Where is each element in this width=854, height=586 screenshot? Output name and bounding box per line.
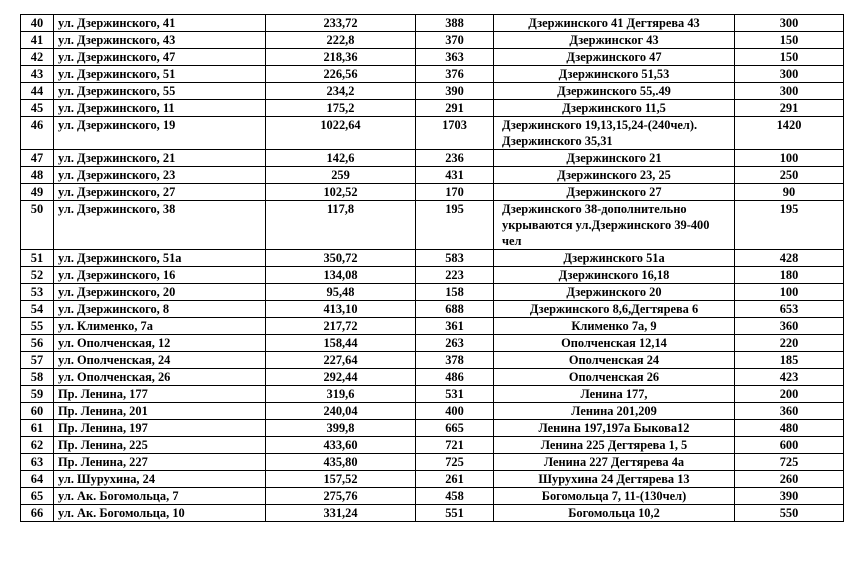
area-cell: 292,44 [266,369,416,386]
area-cell: 399,8 [266,420,416,437]
people-cell: 665 [416,420,494,437]
people-cell: 688 [416,301,494,318]
area-cell: 217,72 [266,318,416,335]
capacity-cell: 390 [735,488,844,505]
address-cell: ул. Дзержинского, 43 [54,32,266,49]
area-cell: 102,52 [266,184,416,201]
address-cell: ул. Дзержинского, 8 [54,301,266,318]
address-cell: ул. Дзержинского, 51а [54,250,266,267]
area-cell: 233,72 [266,15,416,32]
shelter-cell: Дзержинского 51,53 [494,66,735,83]
row-number: 54 [21,301,54,318]
area-cell: 95,48 [266,284,416,301]
area-cell: 227,64 [266,352,416,369]
capacity-cell: 100 [735,150,844,167]
table-row [21,150,844,167]
shelter-cell: Богомольца 10,2 [494,505,735,522]
row-number: 58 [21,369,54,386]
people-cell: 376 [416,66,494,83]
row-number: 48 [21,167,54,184]
capacity-cell: 600 [735,437,844,454]
people-cell: 261 [416,471,494,488]
row-number: 64 [21,471,54,488]
people-cell: 551 [416,505,494,522]
address-cell: ул. Ак. Богомольца, 7 [54,488,266,505]
table-row [21,488,844,505]
shelter-cell: Ополченская 24 [494,352,735,369]
capacity-cell: 550 [735,505,844,522]
capacity-cell: 725 [735,454,844,471]
row-number: 60 [21,403,54,420]
address-cell: Пр. Ленина, 197 [54,420,266,437]
table-row [21,386,844,403]
area-cell: 134,08 [266,267,416,284]
people-cell: 721 [416,437,494,454]
people-cell: 390 [416,83,494,100]
shelter-cell: Ленина 197,197а Быкова12 [494,420,735,437]
capacity-cell: 300 [735,15,844,32]
area-cell: 350,72 [266,250,416,267]
shelter-cell: Ленина 225 Дегтярева 1, 5 [494,437,735,454]
address-cell: ул. Дзержинского, 23 [54,167,266,184]
table-row [21,403,844,420]
shelter-cell: Дзержинского 41 Дегтярева 43 [494,15,735,32]
row-number: 61 [21,420,54,437]
area-cell: 433,60 [266,437,416,454]
area-cell: 222,8 [266,32,416,49]
shelter-cell: Богомольца 7, 11-(130чел) [494,488,735,505]
shelter-cell: Дзержинского 51а [494,250,735,267]
capacity-cell: 428 [735,250,844,267]
shelter-cell: Дзержинского 55,.49 [494,83,735,100]
people-cell: 388 [416,15,494,32]
table-row [21,318,844,335]
capacity-cell: 291 [735,100,844,117]
shelter-cell: Ленина 227 Дегтярева 4а [494,454,735,471]
address-cell: ул. Шурухина, 24 [54,471,266,488]
shelter-cell: Ополченская 26 [494,369,735,386]
people-cell: 531 [416,386,494,403]
address-cell: ул. Дзержинского, 16 [54,267,266,284]
area-cell: 259 [266,167,416,184]
people-cell: 223 [416,267,494,284]
area-cell: 157,52 [266,471,416,488]
people-cell: 291 [416,100,494,117]
shelter-cell: Дзержинского 21 [494,150,735,167]
people-cell: 1703 [416,117,494,150]
area-cell: 413,10 [266,301,416,318]
row-number: 55 [21,318,54,335]
capacity-cell: 260 [735,471,844,488]
people-cell: 195 [416,201,494,250]
people-cell: 458 [416,488,494,505]
row-number: 40 [21,15,54,32]
row-number: 63 [21,454,54,471]
shelter-cell: Дзержинского 19,13,15,24-(240чел). Дзержинского 35,31 [494,117,735,150]
capacity-cell: 423 [735,369,844,386]
row-number: 45 [21,100,54,117]
address-cell: Пр. Ленина, 177 [54,386,266,403]
table-row [21,471,844,488]
people-cell: 486 [416,369,494,386]
table-row [21,66,844,83]
address-cell: Пр. Ленина, 201 [54,403,266,420]
people-cell: 400 [416,403,494,420]
row-number: 53 [21,284,54,301]
people-cell: 363 [416,49,494,66]
address-cell: ул. Дзержинского, 47 [54,49,266,66]
shelter-cell: Ополченская 12,14 [494,335,735,352]
area-cell: 158,44 [266,335,416,352]
people-cell: 431 [416,167,494,184]
address-cell: ул. Ак. Богомольца, 10 [54,505,266,522]
people-cell: 378 [416,352,494,369]
address-cell: ул. Дзержинского, 27 [54,184,266,201]
address-cell: ул. Дзержинского, 41 [54,15,266,32]
row-number: 43 [21,66,54,83]
shelter-cell: Дзержинского 16,18 [494,267,735,284]
capacity-cell: 360 [735,318,844,335]
address-cell: ул. Дзержинского, 11 [54,100,266,117]
row-number: 42 [21,49,54,66]
address-cell: Пр. Ленина, 225 [54,437,266,454]
capacity-cell: 300 [735,83,844,100]
people-cell: 170 [416,184,494,201]
table-row [21,352,844,369]
people-cell: 725 [416,454,494,471]
row-number: 62 [21,437,54,454]
row-number: 51 [21,250,54,267]
table-row [21,49,844,66]
capacity-cell: 100 [735,284,844,301]
shelter-cell: Дзержинского 11,5 [494,100,735,117]
capacity-cell: 150 [735,32,844,49]
row-number: 44 [21,83,54,100]
table-row [21,505,844,522]
row-number: 65 [21,488,54,505]
shelter-cell: Ленина 177, [494,386,735,403]
table-row [21,250,844,267]
row-number: 66 [21,505,54,522]
address-cell: ул. Ополченская, 24 [54,352,266,369]
area-cell: 175,2 [266,100,416,117]
area-cell: 275,76 [266,488,416,505]
address-cell: Пр. Ленина, 227 [54,454,266,471]
row-number: 52 [21,267,54,284]
table-row [21,437,844,454]
table-row [21,117,844,150]
capacity-cell: 300 [735,66,844,83]
address-cell: ул. Дзержинского, 55 [54,83,266,100]
capacity-cell: 195 [735,201,844,250]
row-number: 41 [21,32,54,49]
capacity-cell: 200 [735,386,844,403]
table-body [21,15,844,522]
table-row [21,301,844,318]
table-row [21,284,844,301]
address-cell: ул. Дзержинского, 20 [54,284,266,301]
row-number: 57 [21,352,54,369]
area-cell: 226,56 [266,66,416,83]
capacity-cell: 90 [735,184,844,201]
table-row [21,420,844,437]
shelter-table [20,14,844,522]
row-number: 50 [21,201,54,250]
address-cell: ул. Дзержинского, 19 [54,117,266,150]
capacity-cell: 653 [735,301,844,318]
capacity-cell: 480 [735,420,844,437]
capacity-cell: 250 [735,167,844,184]
document-page [20,14,844,522]
capacity-cell: 360 [735,403,844,420]
people-cell: 158 [416,284,494,301]
area-cell: 1022,64 [266,117,416,150]
table-row [21,184,844,201]
address-cell: ул. Ополченская, 26 [54,369,266,386]
shelter-cell: Дзержинского 23, 25 [494,167,735,184]
area-cell: 117,8 [266,201,416,250]
capacity-cell: 1420 [735,117,844,150]
row-number: 46 [21,117,54,150]
capacity-cell: 150 [735,49,844,66]
area-cell: 234,2 [266,83,416,100]
table-row [21,100,844,117]
shelter-cell: Шурухина 24 Дегтярева 13 [494,471,735,488]
row-number: 49 [21,184,54,201]
shelter-cell: Дзержинского 38-дополнительно укрываются ул.Дзержинского 39-400 чел [494,201,735,250]
shelter-cell: Дзержинского 47 [494,49,735,66]
address-cell: ул. Дзержинского, 21 [54,150,266,167]
shelter-cell: Дзержинског 43 [494,32,735,49]
table-row [21,83,844,100]
table-row [21,369,844,386]
table-row [21,32,844,49]
row-number: 56 [21,335,54,352]
table-row [21,454,844,471]
shelter-cell: Дзержинского 20 [494,284,735,301]
people-cell: 370 [416,32,494,49]
address-cell: ул. Дзержинского, 51 [54,66,266,83]
table-row [21,15,844,32]
capacity-cell: 180 [735,267,844,284]
area-cell: 142,6 [266,150,416,167]
row-number: 59 [21,386,54,403]
table-row [21,201,844,250]
row-number: 47 [21,150,54,167]
table-row [21,335,844,352]
people-cell: 361 [416,318,494,335]
area-cell: 240,04 [266,403,416,420]
area-cell: 435,80 [266,454,416,471]
capacity-cell: 185 [735,352,844,369]
address-cell: ул. Клименко, 7а [54,318,266,335]
table-row [21,267,844,284]
area-cell: 331,24 [266,505,416,522]
shelter-cell: Дзержинского 8,6,Дегтярева 6 [494,301,735,318]
shelter-cell: Клименко 7а, 9 [494,318,735,335]
address-cell: ул. Дзержинского, 38 [54,201,266,250]
shelter-cell: Ленина 201,209 [494,403,735,420]
area-cell: 319,6 [266,386,416,403]
area-cell: 218,36 [266,49,416,66]
people-cell: 583 [416,250,494,267]
table-row [21,167,844,184]
capacity-cell: 220 [735,335,844,352]
shelter-cell: Дзержинского 27 [494,184,735,201]
address-cell: ул. Ополченская, 12 [54,335,266,352]
people-cell: 263 [416,335,494,352]
people-cell: 236 [416,150,494,167]
